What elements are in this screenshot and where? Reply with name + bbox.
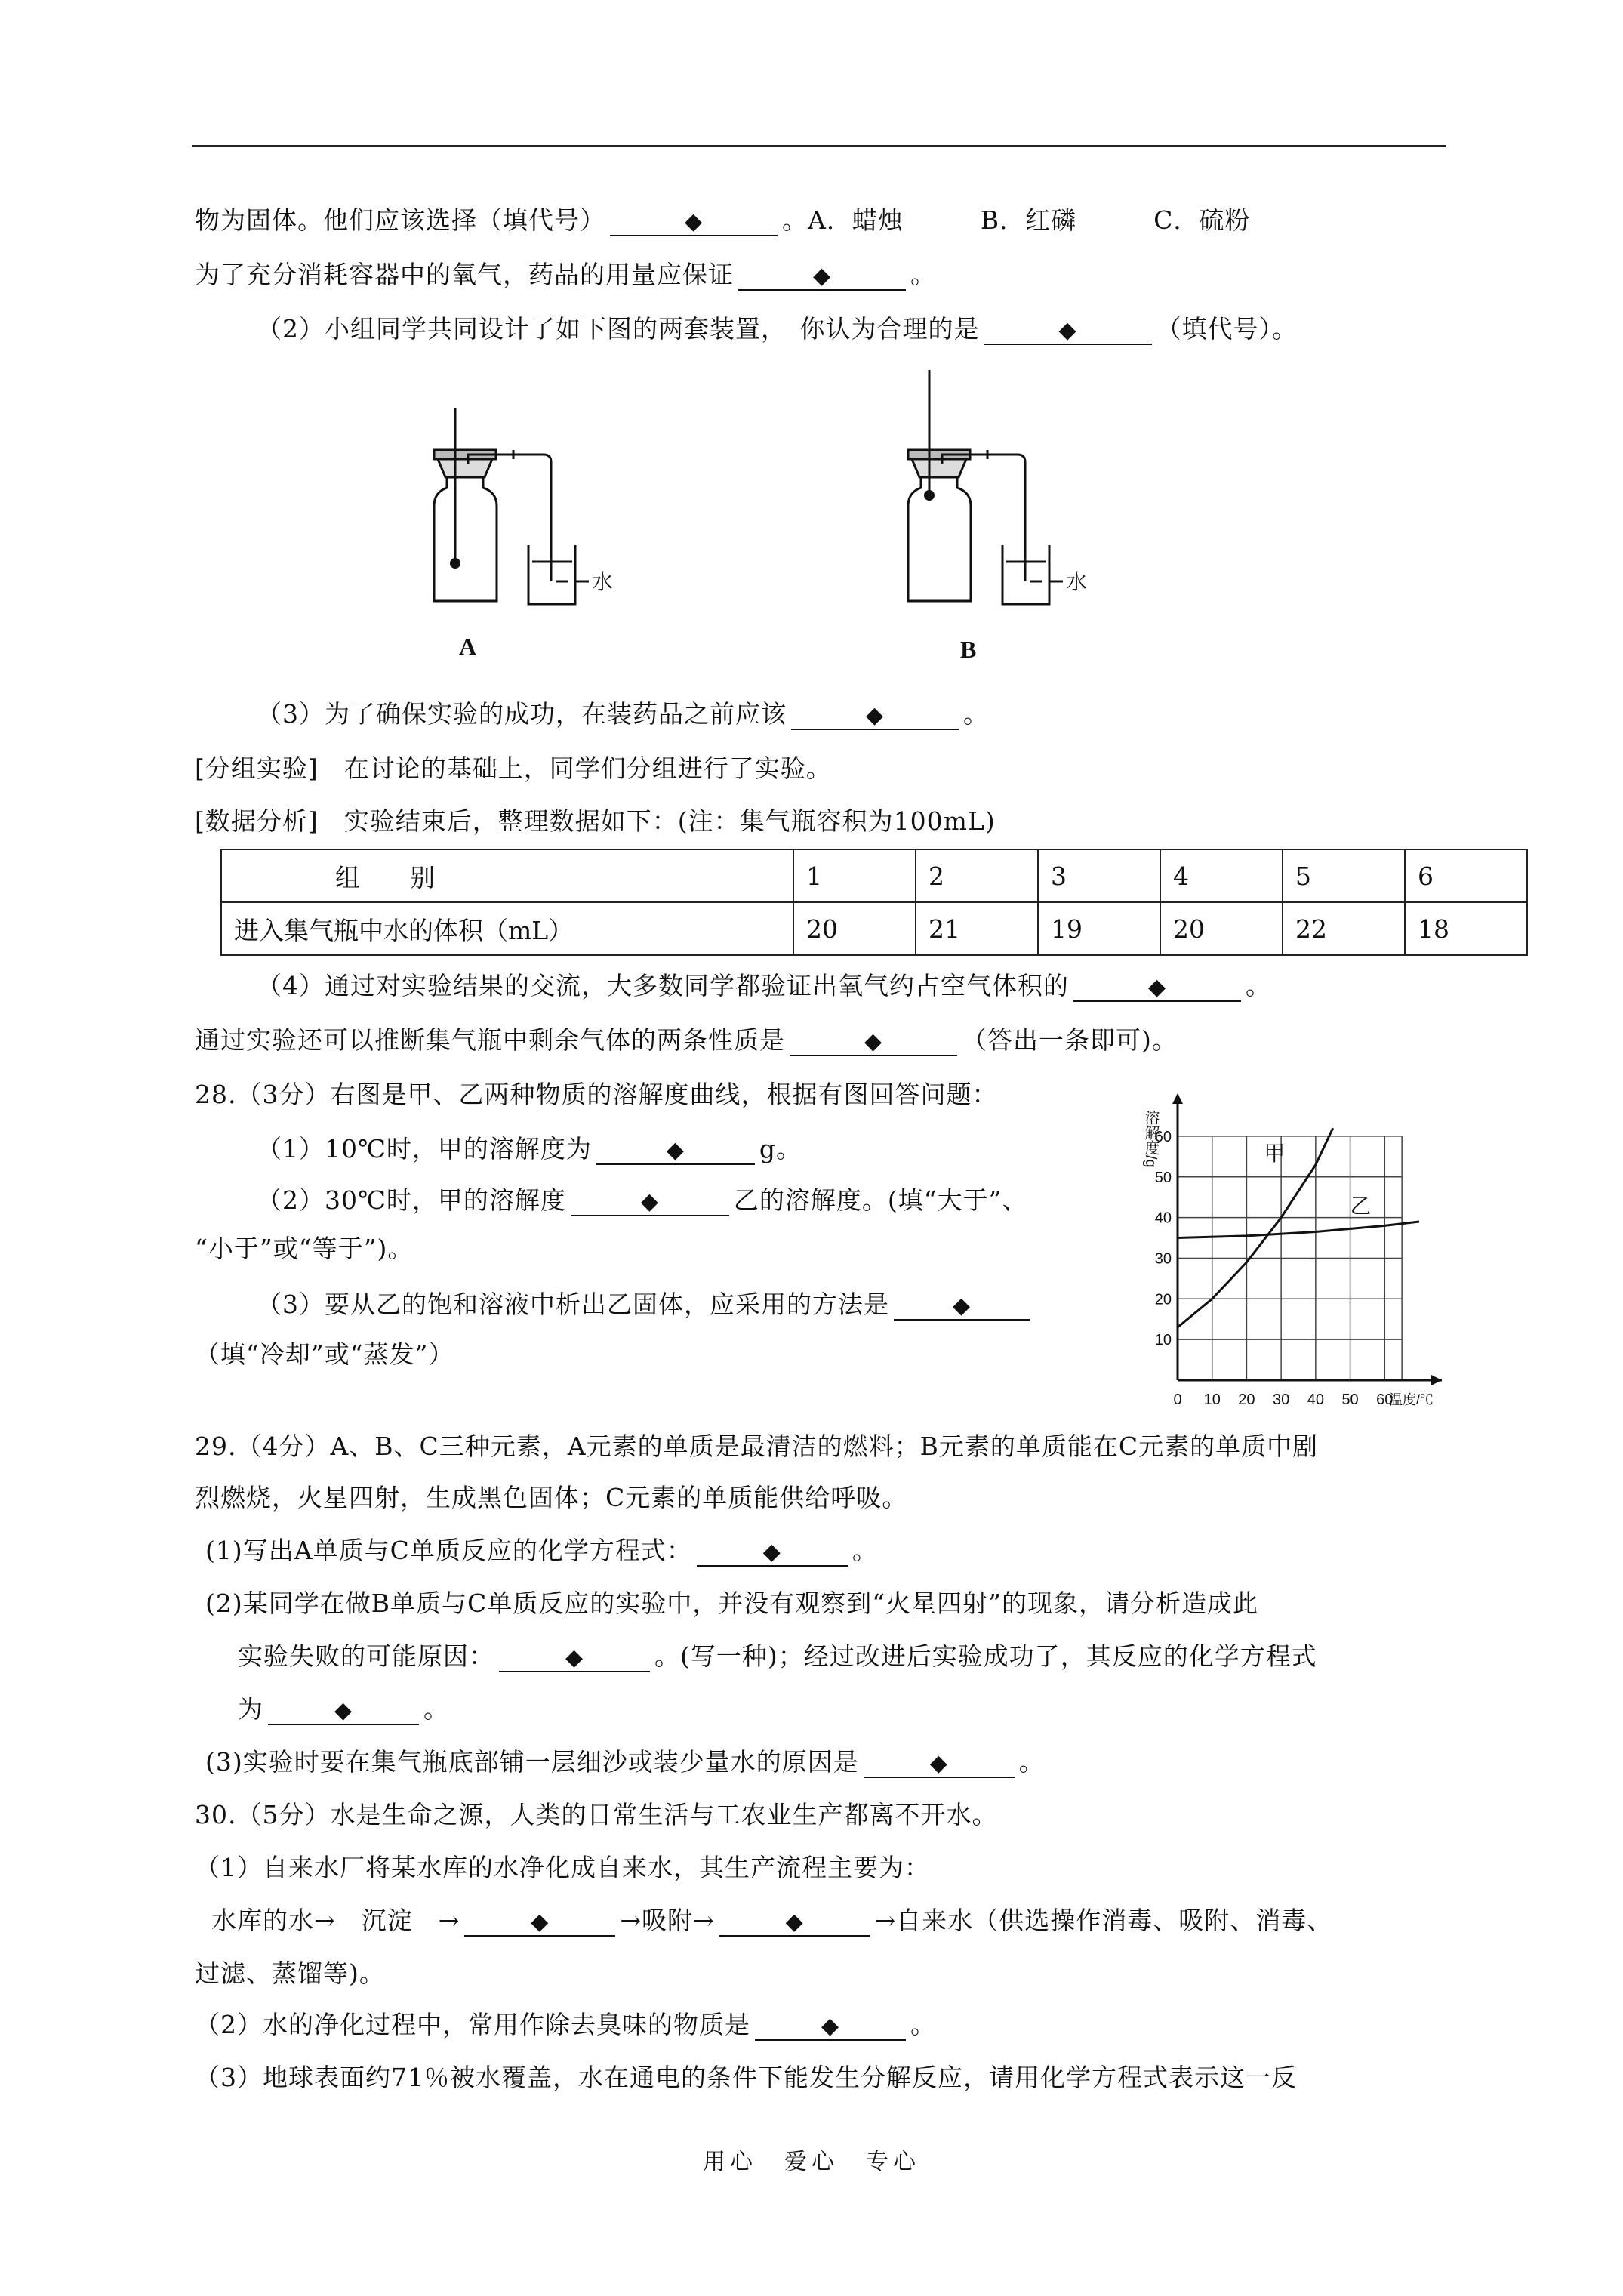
answer-blank[interactable]: ◆ (596, 1136, 755, 1165)
table-cell: 4 (1160, 849, 1283, 902)
q29-line-2: 烈燃烧，火星四射，生成黑色固体；C元素的单质能供给呼吸。 (195, 1483, 908, 1512)
chart-grid (1178, 1136, 1402, 1380)
answer-blank[interactable]: ◆ (738, 262, 906, 291)
solubility-chart (1140, 1087, 1457, 1412)
results-table (220, 849, 1528, 956)
q29-line-4: (2)某同学在做B单质与C单质反应的实验中，并没有观察到“火星四射”的现象，请分析造成此 (205, 1589, 1258, 1618)
q27-line-preparation: （3）为了确保实验的成功，在装药品之前应该 ◆ 。 (257, 699, 989, 729)
answer-blank[interactable]: ◆ (719, 1908, 870, 1937)
y-axis-arrow (1172, 1093, 1183, 1104)
q29-line-3: (1)写出A单质与C单质反应的化学方程式： ◆ 。 (205, 1536, 878, 1565)
q30-line-2: （1）自来水厂将某水库的水净化成自来水，其生产流程主要为： (195, 1853, 930, 1882)
table-cell: 2 (916, 849, 1038, 902)
answer-blank[interactable]: ◆ (1073, 973, 1241, 1002)
table-cell: 20 (793, 902, 916, 955)
q28-line-3b: （填“冷却”或“蒸发”） (195, 1339, 454, 1369)
table-row (221, 849, 1527, 902)
water-label: 水 (1066, 570, 1088, 593)
table-cell: 20 (1160, 902, 1283, 955)
q27-line-apparatus: （2）小组同学共同设计了如下图的两套装置， 你认为合理的是 ◆ （填代号）。 (257, 314, 1298, 344)
y-tick-label: 40 (1154, 1210, 1172, 1227)
q27-line-reagent-amount: 为了充分消耗容器中的氧气，药品的用量应保证 ◆ 。 (195, 260, 936, 289)
x-tick-label: 60 (1376, 1391, 1394, 1408)
table-row-label: 进入集气瓶中水的体积（mL） (221, 902, 793, 955)
y-tick-label: 60 (1154, 1128, 1172, 1145)
series-label: 乙 (1350, 1194, 1372, 1219)
q29-line-7: (3)实验时要在集气瓶底部铺一层细沙或装少量水的原因是 ◆ 。 (205, 1747, 1045, 1777)
water-label: 水 (592, 570, 614, 593)
q29-line-5: 实验失败的可能原因： ◆ 。(写一种)；经过改进后实验成功了，其反应的化学方程式 (238, 1641, 1317, 1671)
x-axis-arrow (1431, 1375, 1442, 1385)
table-cell: 22 (1283, 902, 1405, 955)
q28-line-3: （3）要从乙的饱和溶液中析出乙固体，应采用的方法是 ◆ (257, 1288, 1034, 1321)
series-curve-甲 (1178, 1128, 1333, 1327)
q27-line-select-reagent: 物为固体。他们应该选择（填代号） ◆ 。A．蜡烛 B．红磷 C．硫粉 (195, 205, 1251, 235)
answer-blank[interactable]: ◆ (755, 2012, 906, 2041)
answer-blank[interactable]: ◆ (791, 701, 959, 730)
answer-blank[interactable]: ◆ (894, 1292, 1030, 1321)
q30-title: 30.（5分）水是生命之源，人类的日常生活与工农业生产都离不开水。 (195, 1800, 998, 1829)
section-data-analysis: [数据分析] 实验结束后，整理数据如下：(注：集气瓶容积为100mL) (195, 806, 996, 836)
answer-blank[interactable]: ◆ (864, 1749, 1015, 1778)
chart-curves (1178, 1128, 1419, 1327)
x-tick-label: 50 (1341, 1391, 1359, 1408)
figure-a-label: A (459, 633, 477, 660)
answer-blank[interactable]: ◆ (499, 1644, 650, 1672)
q27-line-oxygen-fraction: （4）通过对实验结果的交流，大多数同学都验证出氧气约占空气体积的 ◆ 。 (257, 971, 1271, 1000)
y-tick-label: 30 (1154, 1250, 1172, 1268)
page-footer: 用心 爱心 专心 (703, 2149, 920, 2175)
x-tick-label: 0 (1173, 1391, 1182, 1408)
q30-process-flow: 水库的水→ 沉淀 → ◆ →吸附→ ◆ →自来水（供选操作消毒、吸附、消毒、 (211, 1906, 1333, 1935)
y-tick-label: 10 (1154, 1332, 1172, 1349)
table-row (221, 902, 1527, 955)
apparatus-b-figure (882, 362, 1123, 619)
chart-tick-labels (1155, 1129, 1394, 1408)
x-tick-label: 40 (1307, 1391, 1324, 1408)
y-tick-label: 50 (1154, 1169, 1172, 1186)
section-group-experiment: [分组实验] 在讨论的基础上，同学们分组进行了实验。 (195, 754, 832, 783)
q30-line-4: 过滤、蒸馏等)。 (195, 1959, 385, 1988)
q28-line-1: （1）10℃时，甲的溶解度为 ◆ g。 (257, 1134, 802, 1163)
answer-blank[interactable]: ◆ (790, 1028, 957, 1056)
answer-blank[interactable]: ◆ (268, 1697, 419, 1725)
x-tick-label: 10 (1203, 1391, 1221, 1408)
q27-line-gas-property: 通过实验还可以推断集气瓶中剩余气体的两条性质是 ◆ （答出一条即可)。 (195, 1025, 1178, 1055)
table-cell: 6 (1405, 849, 1527, 902)
table-cell: 21 (916, 902, 1038, 955)
answer-blank[interactable]: ◆ (697, 1538, 848, 1567)
table-cell: 5 (1283, 849, 1405, 902)
y-tick-label: 20 (1154, 1291, 1172, 1308)
q30-line-6: （3）地球表面约71％被水覆盖，水在通电的条件下能发生分解反应，请用化学方程式表示这一反 (195, 2063, 1297, 2092)
q28-title: 28.（3分）右图是甲、乙两种物质的溶解度曲线，根据有图回答问题： (195, 1080, 998, 1109)
answer-blank[interactable]: ◆ (984, 316, 1152, 345)
q29-line-6: 为 ◆ 。 (238, 1694, 449, 1724)
table-cell: 19 (1038, 902, 1160, 955)
figure-b-label: B (960, 636, 977, 663)
table-header-label: 组 别 (221, 849, 793, 902)
table-cell: 18 (1405, 902, 1527, 955)
chart-xlabel: 温度/℃ (1389, 1392, 1434, 1407)
series-curve-乙 (1178, 1222, 1419, 1238)
q30-line-5: （2）水的净化过程中，常用作除去臭味的物质是 ◆ 。 (195, 2010, 936, 2039)
q29-title: 29.（4分）A、B、C三种元素，A元素的单质是最清洁的燃料；B元素的单质能在C元素的单质中剧 (195, 1432, 1319, 1461)
answer-blank[interactable]: ◆ (610, 208, 778, 236)
series-label: 甲 (1264, 1142, 1286, 1166)
x-tick-label: 20 (1238, 1391, 1255, 1408)
table-cell: 1 (793, 849, 916, 902)
q28-line-2b: “小于”或“等于”)。 (195, 1234, 414, 1263)
apparatus-a-figure (408, 362, 649, 619)
table-cell: 3 (1038, 849, 1160, 902)
chart-ylabel: 溶解度/g (1142, 1110, 1159, 1168)
answer-blank[interactable]: ◆ (464, 1908, 615, 1937)
q28-line-2: （2）30℃时，甲的溶解度 ◆ 乙的溶解度。(填“大于”、 (257, 1185, 1028, 1215)
x-tick-label: 30 (1273, 1391, 1290, 1408)
header-rule (192, 145, 1446, 147)
answer-blank[interactable]: ◆ (571, 1188, 729, 1216)
